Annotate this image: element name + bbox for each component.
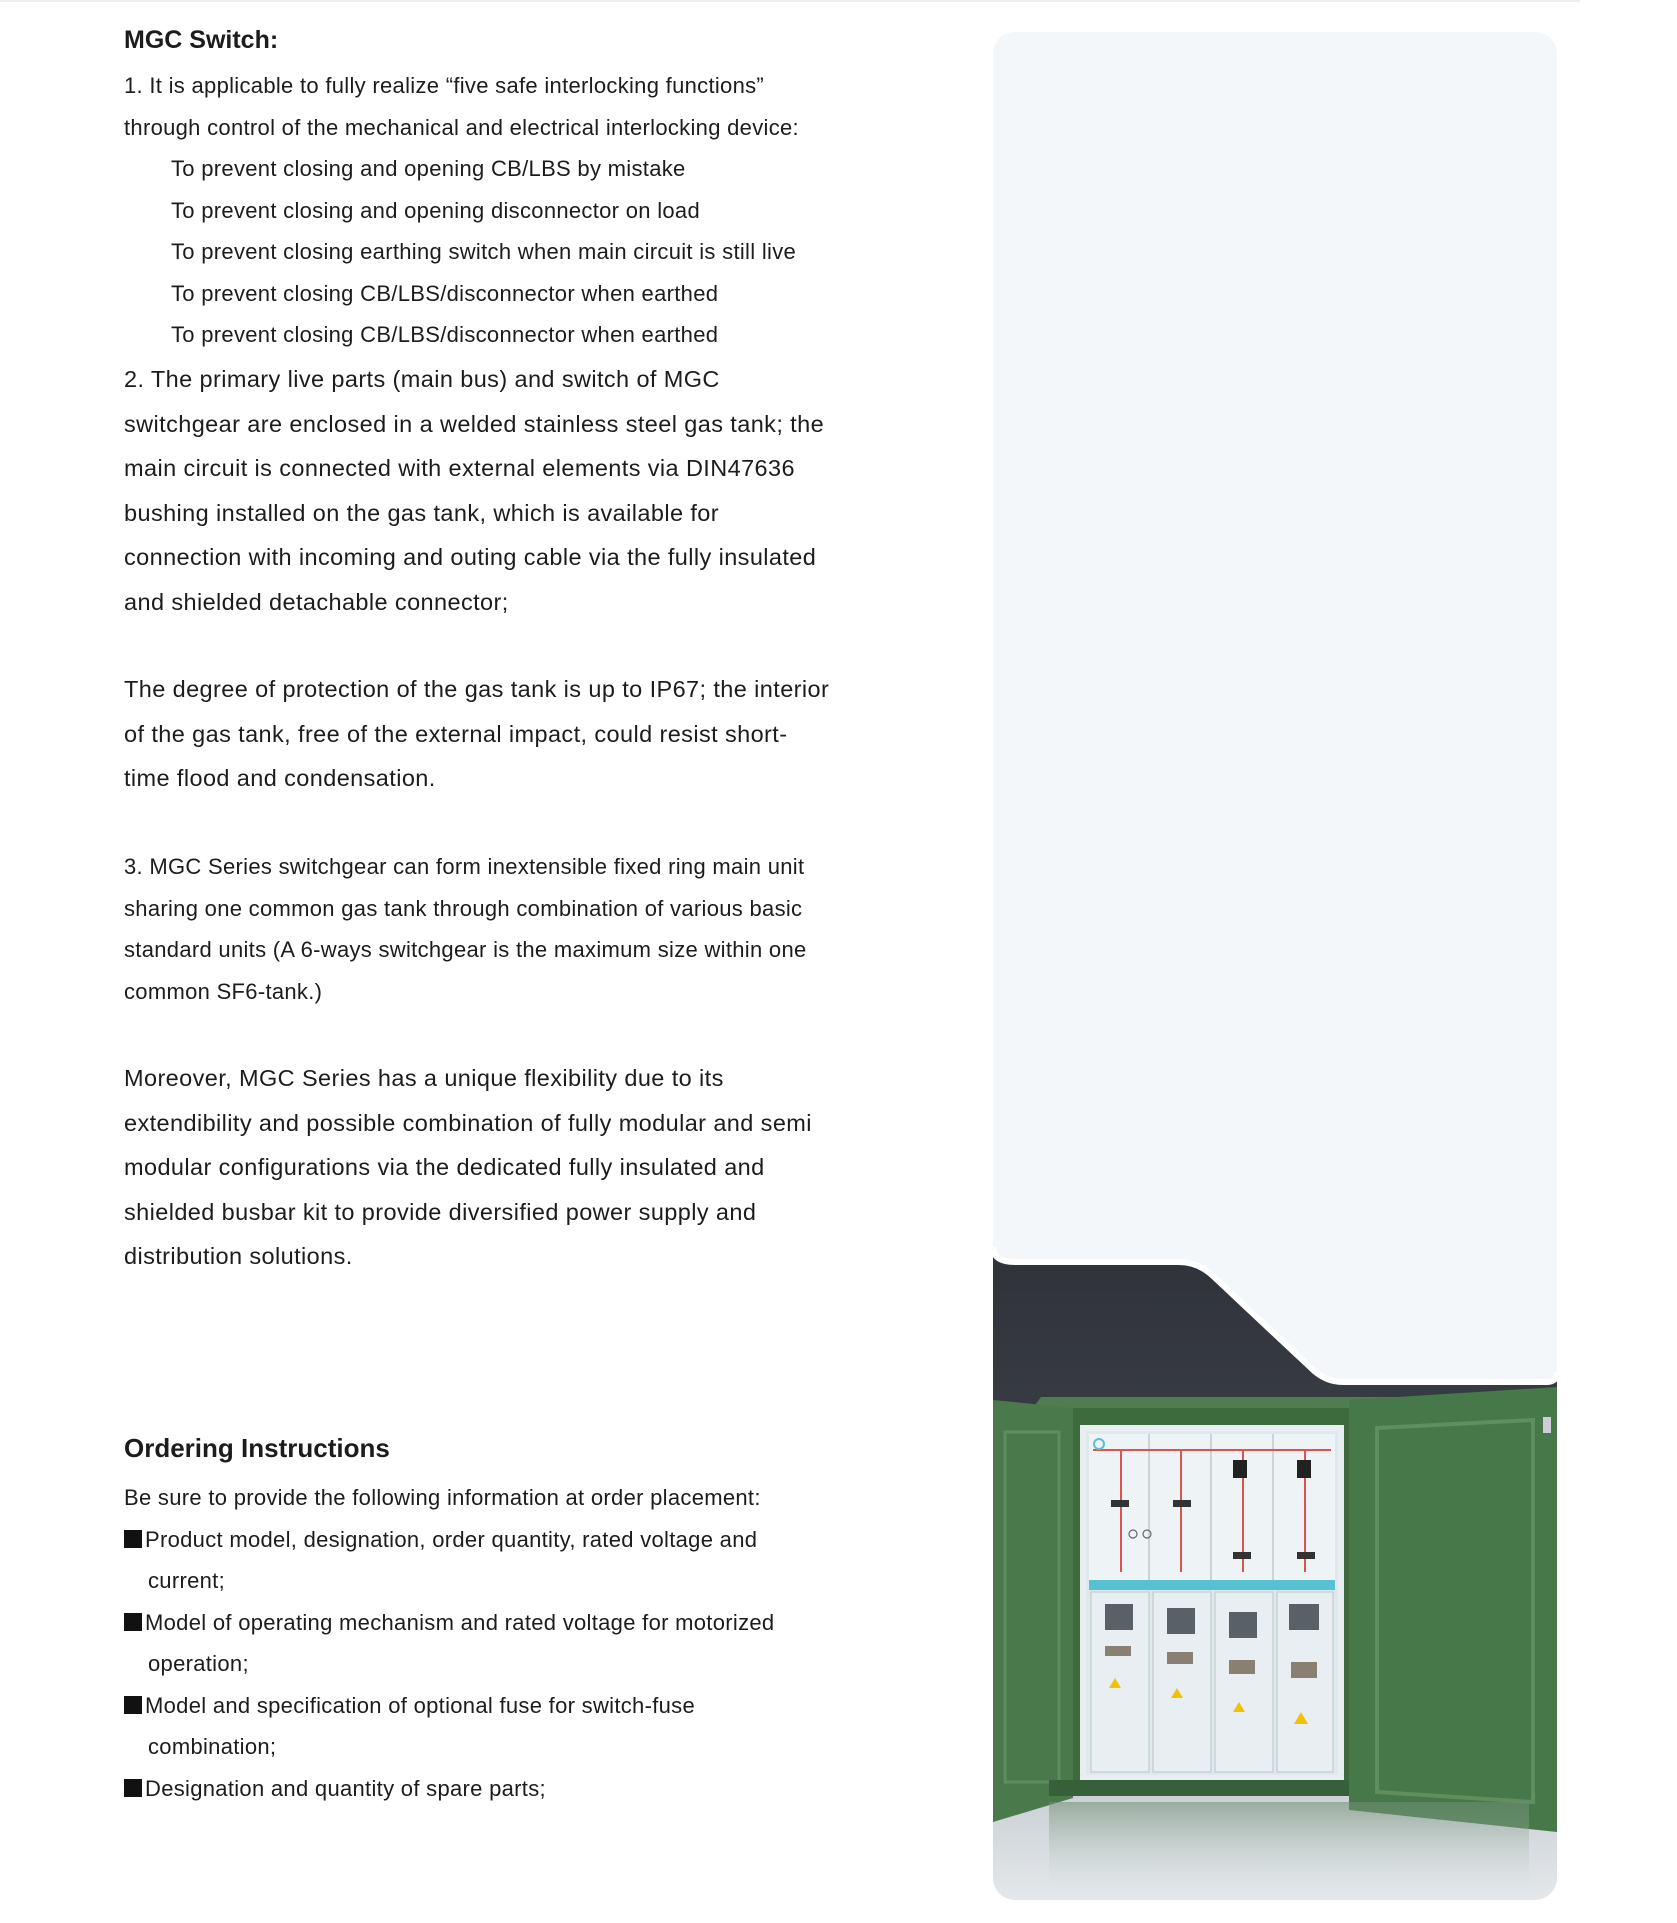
floor-reflection <box>1049 1802 1529 1900</box>
bullet-text-cont: operation; <box>148 1651 249 1676</box>
bullet-square-icon <box>124 1613 142 1631</box>
interlock-item: To prevent closing and opening disconnector on load <box>171 197 700 223</box>
text-line: extendibility and possible combination of fully modular and semi <box>124 1109 812 1136</box>
interlock-item: To prevent closing CB/LBS/disconnector when earthed <box>171 280 719 306</box>
bullet-text-cont: combination; <box>148 1734 277 1759</box>
text-line: 2. The primary live parts (main bus) and switch of MGC <box>124 366 720 392</box>
mgc-point-1-cont: through control of the mechanical and electrical interlocking device: <box>124 114 799 140</box>
bullet-text: Designation and quantity of spare parts; <box>145 1775 546 1801</box>
bullet-text: Product model, designation, order quantity, rated voltage and <box>145 1526 758 1552</box>
list-item <box>124 1519 904 1602</box>
text-line: 3. MGC Series switchgear can form inextensible fixed ring main unit <box>124 854 805 879</box>
text-line: modular configurations via the dedicated fully insulated and <box>124 1154 765 1180</box>
bullet-square-icon <box>124 1696 142 1714</box>
cabinet-right-door <box>1349 1387 1557 1832</box>
text-line: bushing installed on the gas tank, which is available for <box>124 499 719 526</box>
text-line: standard units (A 6-ways switchgear is the maximum size within one <box>124 937 807 962</box>
text-line: and shielded detachable connector; <box>124 588 509 615</box>
mgc-point-3 <box>124 846 904 1012</box>
text-line: shielded busbar kit to provide diversified power supply and <box>124 1198 757 1225</box>
operating-socket-icon <box>1297 1460 1311 1478</box>
bullet-text-cont: current; <box>148 1568 225 1593</box>
mgc-point-2 <box>124 357 904 624</box>
text-line: sharing one common gas tank through combination of various basic <box>124 895 803 921</box>
bullet-square-icon <box>124 1779 142 1797</box>
section-heading-mgc: MGC Switch: <box>124 26 279 54</box>
text-line: Moreover, MGC Series has a unique flexibility due to its <box>124 1065 724 1091</box>
text-line: distribution solutions. <box>124 1243 353 1269</box>
product-image-panel <box>993 32 1557 1900</box>
list-item <box>124 1602 904 1685</box>
switchgear-band <box>1089 1580 1335 1590</box>
list-item <box>124 1768 904 1810</box>
interlock-item: To prevent closing CB/LBS/disconnector when earthed <box>171 322 719 347</box>
bullet-square-icon <box>124 1530 142 1548</box>
panel-background <box>993 32 1557 1382</box>
interlock-item: To prevent closing and opening CB/LBS by mistake <box>171 156 686 181</box>
ordering-intro: Be sure to provide the following information at order placement: <box>124 1485 761 1510</box>
text-line: time flood and condensation. <box>124 765 436 791</box>
text-line: connection with incoming and outing cable via the fully insulated <box>124 544 817 570</box>
ordering-list <box>124 1477 904 1809</box>
operating-socket-icon <box>1233 1460 1247 1478</box>
text-line: The degree of protection of the gas tank is up to IP67; the interior <box>124 676 830 702</box>
section-heading-ordering: Ordering Instructions <box>124 1433 390 1463</box>
text-line: main circuit is connected with external elements via DIN47636 <box>124 455 795 481</box>
interlock-item: To prevent closing earthing switch when main circuit is still live <box>171 239 797 264</box>
mgc-point-1: 1. It is applicable to fully realize “five safe interlocking functions” <box>124 73 765 98</box>
mgc-intro <box>124 65 904 356</box>
mgc-protection-paragraph <box>124 667 904 801</box>
text-line: common SF6-tank.) <box>124 978 323 1004</box>
list-item <box>124 1685 904 1768</box>
bullet-text: Model and specification of optional fuse for switch-fuse <box>145 1692 695 1718</box>
text-line: switchgear are enclosed in a welded stainless steel gas tank; the <box>124 410 825 437</box>
text-line: of the gas tank, free of the external impact, could resist short- <box>124 720 788 747</box>
bullet-text: Model of operating mechanism and rated voltage for motorized <box>145 1609 775 1635</box>
top-rule <box>0 0 1580 2</box>
mgc-flexibility-paragraph <box>124 1056 904 1279</box>
